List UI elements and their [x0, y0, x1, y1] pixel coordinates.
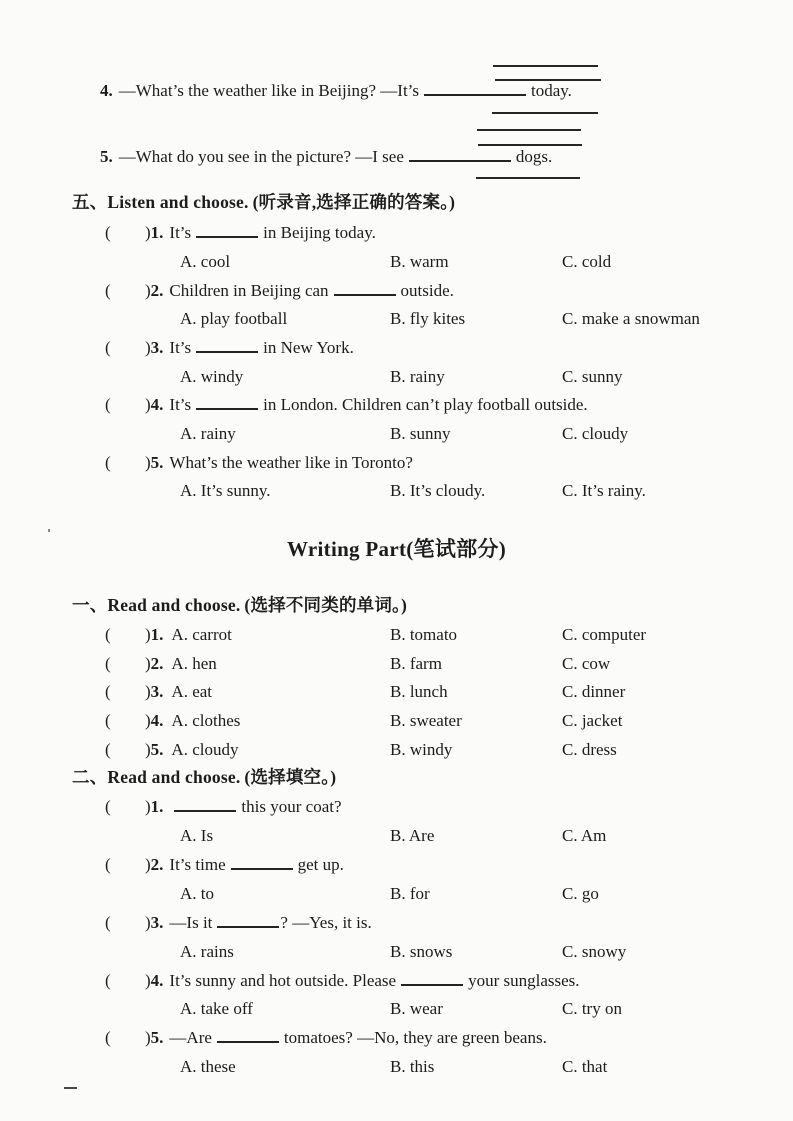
question-text-after: your sunglasses. [468, 971, 580, 990]
question-number: 2. [150, 654, 164, 673]
answer-paren: ( [105, 971, 111, 990]
question-text: —What do you see in the picture? —I see [118, 147, 404, 166]
question-text: —Are [169, 1028, 212, 1047]
answer-blank [424, 81, 526, 96]
fill-question-5 [100, 146, 552, 167]
section-title: Read and choose. [107, 595, 241, 615]
question-number: 4. [150, 711, 164, 730]
answer-paren: ( [105, 797, 111, 816]
answer-blank [217, 1028, 279, 1043]
section-subtitle: (听录音,选择正确的答案。) [252, 192, 456, 212]
option-b: B. warm [390, 252, 449, 271]
question-number: 2. [150, 855, 164, 874]
question-text-after: tomatoes? —No, they are green beans. [283, 1028, 547, 1047]
option-a: A. carrot [171, 625, 232, 644]
question-number: 5. [100, 147, 113, 166]
answer-blank [196, 223, 258, 238]
option-b: B. fly kites [390, 309, 466, 328]
question-number: 1. [150, 223, 164, 242]
answer-paren-close: ) [145, 855, 151, 874]
question-text: Children in Beijing can [169, 281, 329, 300]
question-number: 4. [150, 395, 164, 414]
option-b: B. It’s cloudy. [390, 481, 486, 500]
question-number: 4. [150, 971, 164, 990]
question-number: 5. [150, 1028, 164, 1047]
option-a: A. rains [180, 942, 234, 961]
answer-paren: ( [105, 223, 111, 242]
section-title: Read and choose. [107, 767, 241, 787]
answer-paren-close: ) [145, 1028, 151, 1047]
option-b: B. farm [390, 654, 442, 673]
answer-blank [196, 338, 258, 353]
option-a: A. to [180, 884, 214, 903]
answer-paren-close: ) [145, 711, 151, 730]
question-number: 4. [100, 81, 113, 100]
option-a: A. take off [180, 999, 253, 1018]
section-subtitle: (选择填空。) [244, 767, 337, 787]
option-a: A. hen [171, 654, 217, 673]
answer-paren: ( [105, 1028, 111, 1047]
answer-blank [409, 147, 511, 162]
answer-paren-close: ) [145, 625, 151, 644]
answer-blank [196, 395, 258, 410]
option-c: C. Am [562, 826, 607, 845]
answer-paren: ( [105, 395, 111, 414]
answer-paren-close: ) [145, 395, 151, 414]
answer-paren-close: ) [145, 682, 151, 701]
answer-paren-close: ) [145, 654, 151, 673]
option-b: B. sweater [390, 711, 462, 730]
option-a: A. these [180, 1057, 236, 1076]
question-text-after: ? —Yes, it is. [280, 913, 372, 932]
answer-blank [174, 797, 236, 812]
fill-question-4 [100, 80, 572, 101]
question-number: 3. [150, 913, 164, 932]
section-marker: 一、 [72, 595, 108, 615]
option-c: C. jacket [562, 711, 623, 730]
option-b: B. Are [390, 826, 435, 845]
question-number: 5. [150, 453, 164, 472]
option-a: A. eat [171, 682, 213, 701]
answer-paren: ( [105, 913, 111, 932]
answer-paren-close: ) [145, 453, 151, 472]
question-number: 3. [150, 682, 164, 701]
answer-paren-close: ) [145, 281, 151, 300]
option-c: C. that [562, 1057, 608, 1076]
question-text: It’s sunny and hot outside. Please [169, 971, 397, 990]
answer-paren-close: ) [145, 797, 151, 816]
option-c: C. cow [562, 654, 611, 673]
question-text-after: this your coat? [241, 797, 342, 816]
answer-paren-close: ) [145, 338, 151, 357]
answer-blank [217, 913, 279, 928]
ruled-line [493, 65, 598, 67]
answer-paren: ( [105, 625, 111, 644]
ruled-line [492, 112, 598, 114]
question-text-after: in Beijing today. [263, 223, 376, 242]
option-a: A. rainy [180, 424, 236, 443]
answer-paren: ( [105, 338, 111, 357]
answer-paren-close: ) [145, 913, 151, 932]
section-read2-heading [72, 767, 336, 788]
option-a: A. cloudy [171, 740, 239, 759]
ruled-line [478, 144, 582, 146]
section-subtitle: (选择不同类的单词。) [244, 595, 408, 615]
option-c: C. dinner [562, 682, 626, 701]
answer-blank [401, 971, 463, 986]
section-marker: 二、 [72, 767, 108, 787]
answer-paren: ( [105, 740, 111, 759]
question-text-after: in London. Children can’t play football outside. [263, 395, 588, 414]
answer-paren-close: ) [145, 740, 151, 759]
option-c: C. go [562, 884, 599, 903]
option-c: C. cold [562, 252, 612, 271]
answer-paren: ( [105, 682, 111, 701]
question-text: —Is it [169, 913, 213, 932]
section-marker: 五、 [72, 192, 108, 212]
question-text: It’s [169, 338, 192, 357]
question-text: It’s [169, 223, 192, 242]
option-c: C. It’s rainy. [562, 481, 646, 500]
option-c: C. try on [562, 999, 622, 1018]
option-b: B. lunch [390, 682, 448, 701]
answer-paren: ( [105, 453, 111, 472]
question-text-after: get up. [297, 855, 344, 874]
option-c: C. cloudy [562, 424, 629, 443]
question-number: 1. [150, 797, 164, 816]
option-b: B. snows [390, 942, 453, 961]
answer-paren: ( [105, 281, 111, 300]
answer-paren-close: ) [145, 223, 151, 242]
ruled-line [477, 129, 581, 131]
answer-blank [231, 855, 293, 870]
question-text: It’s time [169, 855, 226, 874]
option-a: A. play football [180, 309, 288, 328]
answer-paren: ( [105, 654, 111, 673]
ruled-line [495, 79, 601, 81]
option-a: A. cool [180, 252, 231, 271]
option-a: A. Is [180, 826, 214, 845]
scan-artifact [64, 1087, 77, 1089]
option-b: B. windy [390, 740, 453, 759]
option-b: B. tomato [390, 625, 458, 644]
option-a: A. windy [180, 367, 244, 386]
option-b: B. rainy [390, 367, 445, 386]
option-c: C. snowy [562, 942, 627, 961]
option-c: C. dress [562, 740, 617, 759]
ruled-line [476, 177, 580, 179]
question-text-after: in New York. [263, 338, 354, 357]
question-number: 1. [150, 625, 164, 644]
answer-paren: ( [105, 711, 111, 730]
question-text: It’s [169, 395, 192, 414]
option-a: A. It’s sunny. [180, 481, 271, 500]
option-c: C. sunny [562, 367, 623, 386]
section-title: Listen and choose. [107, 192, 249, 212]
section-read1-heading [72, 595, 407, 616]
question-number: 5. [150, 740, 164, 759]
answer-paren-close: ) [145, 971, 151, 990]
section-listen-heading [72, 192, 455, 213]
question-text: —What’s the weather like in Beijing? —It’s [118, 81, 420, 100]
option-b: B. for [390, 884, 430, 903]
question-text-after: today. [531, 81, 572, 100]
option-c: C. make a snowman [562, 309, 700, 328]
writing-part-heading: Writing Part(笔试部分) [286, 537, 507, 561]
answer-blank [334, 281, 396, 296]
question-number: 2. [150, 281, 164, 300]
question-text-after: dogs. [515, 147, 553, 166]
question-text: What’s the weather like in Toronto? [169, 453, 413, 472]
option-a: A. clothes [171, 711, 241, 730]
answer-paren: ( [105, 855, 111, 874]
question-number: 3. [150, 338, 164, 357]
scan-artifact [48, 529, 50, 532]
question-text-after: outside. [400, 281, 454, 300]
option-b: B. this [390, 1057, 435, 1076]
option-b: B. wear [390, 999, 443, 1018]
option-c: C. computer [562, 625, 647, 644]
option-b: B. sunny [390, 424, 451, 443]
